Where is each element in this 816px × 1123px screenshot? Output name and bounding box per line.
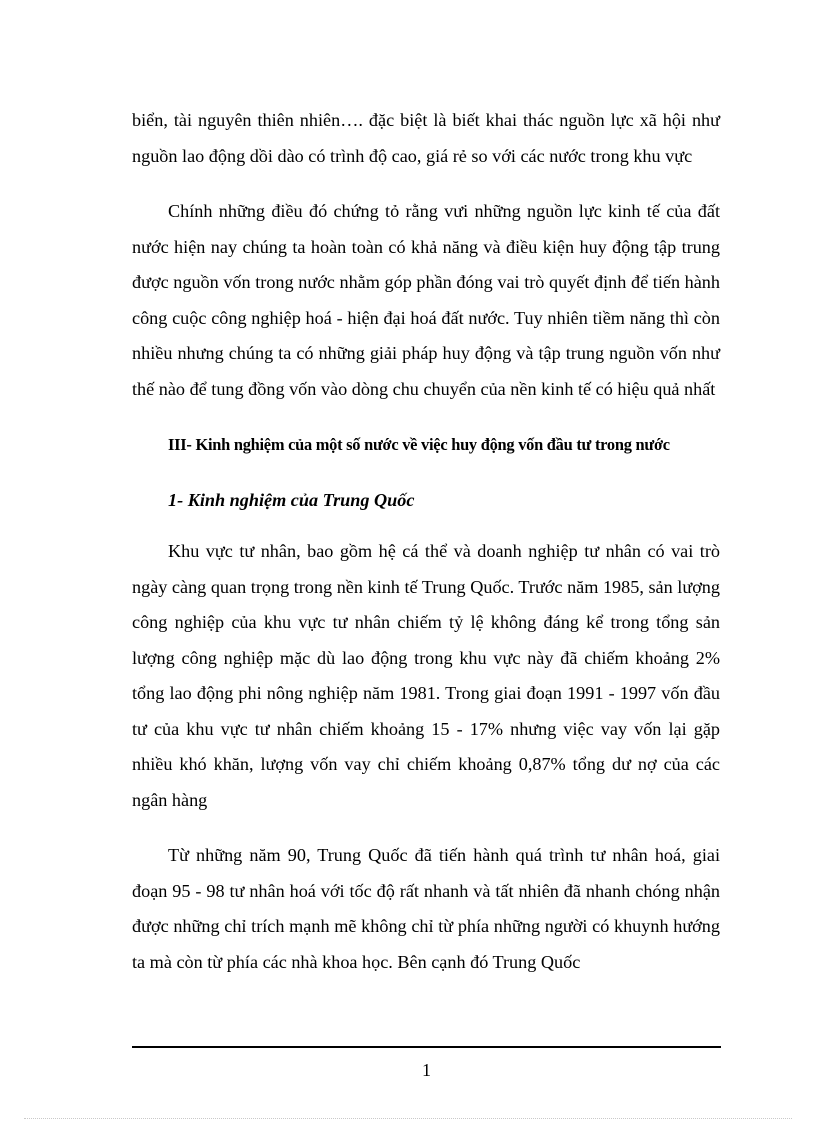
subsection-heading: 1- Kinh nghiệm của Trung Quốc	[168, 489, 415, 510]
paragraph-resource-potential: Chính những điều đó chứng tỏ rằng vưi những nguồn lực kinh tế của đất nước hiện nay chúng ta hoàn toàn có khả năng và điều kiện huy động tập trung được nguồn vốn trong nước nhằm góp phần đóng vai trò quyết định để tiến hành công cuộc công nghiệp hoá - hiện đại hoá đất nước. Tuy nhiên tiềm năng thì còn nhiều nhưng chúng ta có những giải pháp huy động và tập trung nguồn vốn như thế nào để tung đồng vốn vào dòng chu chuyển của nền kinh tế có hiệu quả nhất	[132, 201, 720, 399]
section-heading: III- Kinh nghiệm của một số nước về việc huy động vốn đầu tư trong nước	[168, 435, 670, 454]
page-number: 1	[422, 1060, 431, 1080]
paragraph-private-sector: Khu vực tư nhân, bao gồm hệ cá thể và doanh nghiệp tư nhân có vai trò ngày càng quan trọng trong nền kinh tế Trung Quốc. Trước năm 1985, sản lượng công nghiệp của khu vực tư nhân chiếm tỷ lệ không đáng kể trong tổng sản lượng công nghiệp mặc dù lao động trong khu vực này đã chiếm khoảng 2% tổng lao động phi nông nghiệp năm 1981. Trong giai đoạn 1991 - 1997 vốn đầu tư của khu vực tư nhân chiếm khoảng 15 - 17% nhưng việc vay vốn lại gặp nhiều khó khăn, lượng vốn vay chỉ chiếm khoảng 0,87% tổng dư nợ của các ngân hàng	[132, 541, 720, 810]
paragraph-continuation: biển, tài nguyên thiên nhiên…. đặc biệt là biết khai thác nguồn lực xã hội như nguồn lao động dồi dào có trình độ cao, giá rẻ so với các nước trong khu vực	[132, 110, 720, 166]
footer-divider	[132, 1046, 721, 1048]
paragraph-privatization: Từ những năm 90, Trung Quốc đã tiến hành quá trình tư nhân hoá, giai đoạn 95 - 98 tư nhân hoá với tốc độ rất nhanh và tất nhiên đã nhanh chóng nhận được những chỉ trích mạnh mẽ không chỉ từ phía những người có khuynh hướng ta mà còn từ phía các nhà khoa học. Bên cạnh đó Trung Quốc	[132, 845, 720, 972]
page-bottom-edge	[24, 1118, 792, 1119]
body-text	[132, 103, 720, 1000]
